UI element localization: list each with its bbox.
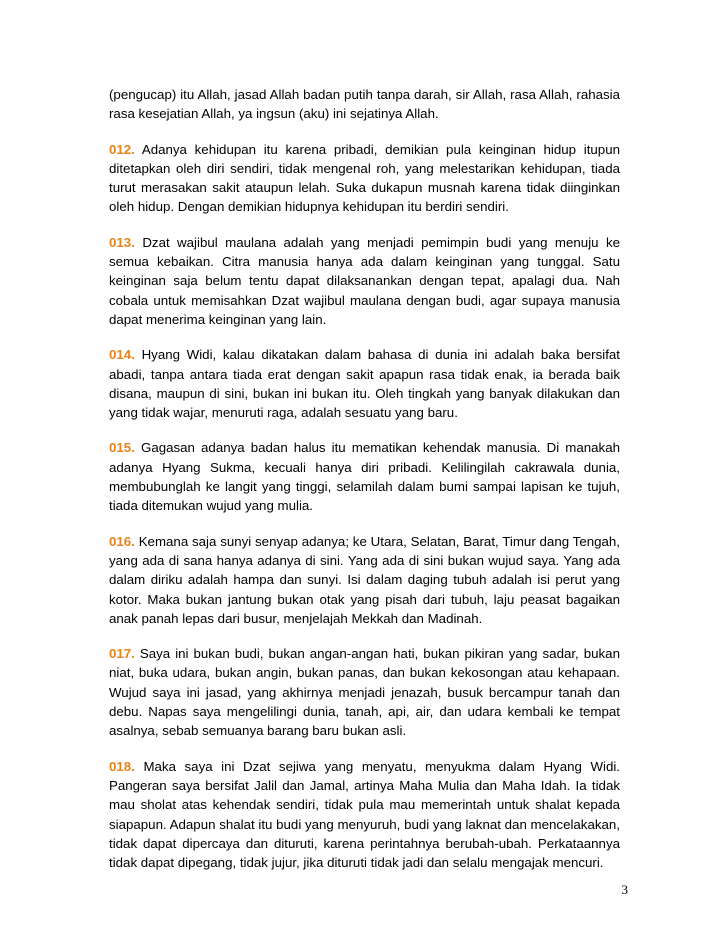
paragraph-text: Kemana saja sunyi senyap adanya; ke Utara, Selatan, Barat, Timur dang Tengah, yang ada di sana hanya adanya di sini. Yang ada di sini bukan wujud saya. Yang ada dalam diriku adalah hampa dan sunyi. Isi dalam daging tubuh adalah isi perut yang kotor. Maka bukan jantung bukan otak yang pisah dari tubuh, laju peasat bagaikan anak panah lepas dari busur, menjelajah Mekkah dan Madinah.: [109, 533, 620, 626]
paragraph-013: [109, 233, 620, 329]
paragraph-016: [109, 532, 620, 628]
paragraph-text: Saya ini bukan budi, bukan angan-angan hati, bukan pikiran yang sadar, bukan niat, buka udara, bukan angin, bukan panas, dan bukan kekosongan atau kehapaan. Wujud saya ini jasad, yang akhirnya menjadi jenazah, busuk bercampur tanah dan debu. Napas saya mengelilingi dunia, tanah, api, air, dan udara kembali ke tempat asalnya, sebab semuanya barang baru bukan asli.: [109, 646, 620, 739]
paragraph-text: Hyang Widi, kalau dikatakan dalam bahasa di dunia ini adalah baka bersifat abadi, tanpa antara tiada erat dengan sakit apapun rasa tidak enak, ia berada baik disana, maupun di sini, bukan ini bukan itu. Oleh tingkah yang banyak dilakukan dan yang tidak wajar, menuruti raga, adalah sesuatu yang baru.: [109, 347, 620, 421]
document-body: [109, 85, 620, 888]
paragraph-text: Gagasan adanya badan halus itu mematikan kehendak manusia. Di manakah adanya Hyang Sukma, kecuali hanya diri pribadi. Kelilingilah cakrawala dunia, membubunglah ke langit yang tinggi, selamilah dalam bumi sampai lapisan ke tujuh, tiada ditemukan wujud yang mulia.: [109, 440, 620, 514]
paragraph-text: Adanya kehidupan itu karena pribadi, demikian pula keinginan hidup itupun ditetapkan oleh diri sendiri, tidak mengenal roh, yang melestarikan kehidupan, tiada turut merasakan sakit ataupun lelah. Suka dukapun musnah karena tidak diinginkan oleh hidup. Dengan demikian hidupnya kehidupan itu berdiri sendiri.: [109, 141, 620, 215]
paragraph-number: 015.: [109, 440, 135, 456]
paragraph-015: [109, 438, 620, 515]
paragraph-number: 017.: [109, 646, 135, 662]
intro-paragraph: (pengucap) itu Allah, jasad Allah badan putih tanpa darah, sir Allah, rasa Allah, rahasia rasa kesejatian Allah, ya ingsun (aku) ini sejatinya Allah.: [109, 87, 620, 122]
paragraph-014: [109, 345, 620, 422]
paragraph-017: [109, 644, 620, 740]
paragraph-number: 013.: [109, 234, 135, 250]
paragraph-number: 012.: [109, 141, 135, 157]
paragraph-text: Maka saya ini Dzat sejiwa yang menyatu, menyukma dalam Hyang Widi. Pangeran saya bersifat Jalil dan Jamal, artinya Maha Mulia dan Maha Idah. Ia tidak mau sholat atas kehendak sendiri, tidak pula mau memerintah untuk shalat kepada siapapun. Adapun shalat itu budi yang menyuruh, budi yang laknat dan mencelakakan, tidak dapat dipercaya dan dituruti, karena perintahnya berubah-ubah. Perkataannya tidak dapat dipegang, tidak jujur, jika dituruti tidak jadi dan selalu mengajak mencuri.: [109, 758, 620, 871]
page-number: 3: [621, 882, 628, 897]
paragraph-text: Dzat wajibul maulana adalah yang menjadi pemimpin budi yang menuju ke semua kebaikan. Citra manusia hanya ada dalam keinginan yang tunggal. Satu keinginan saja belum tentu dapat dilaksanankan dengan tepat, apalagi dua. Nah cobala untuk memisahkan Dzat wajibul maulana dengan budi, agar supaya manusia dapat menerima keinginan yang lain.: [109, 234, 620, 327]
paragraph-012: [109, 140, 620, 217]
paragraph-018: [109, 757, 620, 873]
paragraph-number: 018.: [109, 758, 135, 774]
paragraph-number: 014.: [109, 347, 135, 363]
paragraph-number: 016.: [109, 533, 135, 549]
